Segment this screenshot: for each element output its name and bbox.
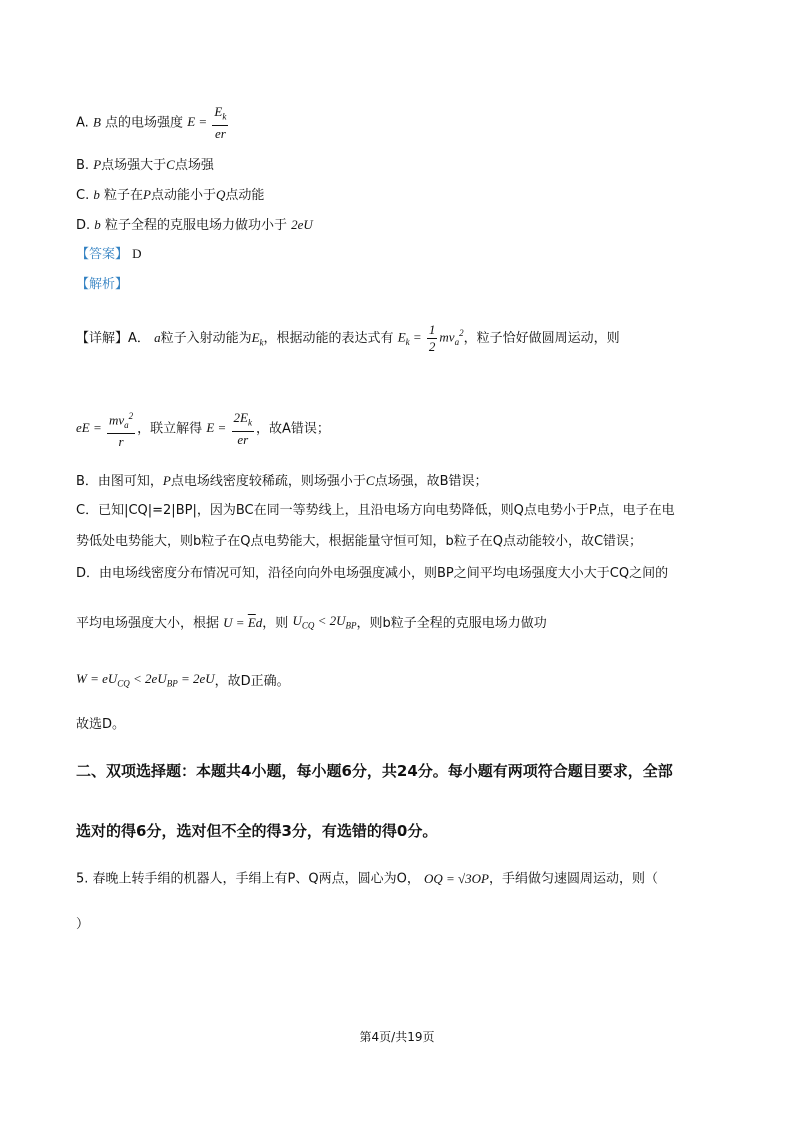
answer-label: 【答案】 (76, 247, 129, 262)
option-b-text2: 点场强 (174, 158, 214, 173)
detail-b-p: P (162, 473, 171, 488)
option-c-text3: 点动能 (225, 188, 265, 203)
question-5-t1: 5. 春晚上转手绢的机器人，手绢上有P、Q两点，圆心为O， (76, 871, 420, 887)
option-c-b: b (93, 187, 100, 202)
detail-a-t2: ，根据动能的表达式有 (263, 331, 394, 346)
option-d (76, 216, 313, 235)
option-a-text: 点的电场强度 (105, 115, 184, 131)
option-a-prefix: A. (76, 115, 89, 131)
detail-a-line (76, 322, 620, 355)
option-a (76, 104, 230, 142)
option-d-value: 2eU (291, 217, 313, 232)
analysis-label-text: 【解析】 (76, 277, 129, 292)
detail-b-line (76, 472, 487, 491)
analysis-label (76, 276, 128, 294)
oq-formula: OQ = √3OP (423, 871, 489, 886)
detail-c-line1: C．已知|CQ|=2|BP|，因为BC在同一等势线上，且沿电场方向电势降低，则Q点电势小于P点，电子在电 (76, 503, 675, 518)
detail-a-a: a (154, 330, 161, 345)
detail-b-t1: 点电场线密度较稀疏，则场强小于 (170, 474, 366, 489)
detail-c-line2: 势低处电势能大，则b粒子在Q点电势能大，根据能量守恒可知，b粒子在Q点动能较小，故C错误； (76, 534, 643, 549)
work-formula: $W = eU_{CQ} < 2eU_{BP} = 2eU$ (76, 671, 215, 689)
detail-d2-t2: ，则 (262, 615, 289, 631)
detail-d3-t1: ，故D正确。 (214, 673, 290, 689)
option-c-text1: 粒子在 (104, 188, 144, 203)
detail-a-ek: $E_k$ (251, 330, 264, 348)
option-c (76, 186, 264, 205)
option-d-b: b (94, 217, 101, 232)
option-b-c: C (166, 157, 175, 172)
detail-b-prefix: B．由图可知， (76, 474, 163, 489)
option-b-p: P (93, 157, 102, 172)
detail-a-prefix: A． (128, 331, 150, 346)
detail-label: 【详解】 (76, 331, 129, 346)
option-c-p: P (143, 187, 151, 202)
voltage-inequality: $U_{CQ} < 2U_{BP}$ (292, 613, 357, 631)
detail-a-line2 (76, 408, 330, 450)
option-b-prefix: B. (76, 158, 90, 173)
answer-line (76, 245, 142, 264)
detail-a-t1: 粒子入射动能为 (160, 331, 252, 346)
detail-a2-t1: ，联立解得 (137, 421, 203, 437)
option-b-text1: 点场强大于 (101, 158, 167, 173)
kinetic-energy-formula: $E_k$ = $\frac{1}{2}$ $mv_a^2$ (397, 322, 464, 354)
detail-d-line3 (76, 670, 290, 693)
section-heading-line2: 选对的得6分，选对但不全的得3分，有选错的得0分。 (76, 822, 438, 840)
option-a-formula: E = $\frac{E_k}{er}$ (187, 104, 227, 141)
detail-b-t2: 点场强，故B错误； (374, 474, 488, 489)
option-b (76, 156, 214, 175)
detail-d-line1: D．由电场线密度分布情况可知，沿径向向外电场强度减小，则BP之间平均电场强度大小大于CQ之间的 (76, 566, 669, 581)
detail-a-t3: ，粒子恰好做圆周运动，则 (463, 331, 620, 346)
option-d-text: 粒子全程的克服电场力做功小于 (104, 218, 287, 233)
answer-value: D (132, 246, 142, 261)
detail-d2-t3: ，则b粒子全程的克服电场力做功 (356, 615, 547, 631)
page-footer: 第4页/共19页 (359, 1030, 435, 1044)
option-a-point: B (92, 114, 101, 130)
result-formula: E = $\frac{2E_k}{er}$ (206, 410, 252, 447)
question-5-t2: ，手绢做匀速圆周运动，则（ (489, 871, 659, 887)
detail-b-c: C (365, 473, 375, 488)
force-formula: eE = $\frac{mv_a^2}{r}$ (76, 408, 137, 450)
voltage-formula: $U = \overline{E}d$ (223, 615, 263, 631)
detail-d-line2 (76, 612, 547, 635)
detail-d2-t1: 平均电场强度大小，根据 (76, 615, 220, 631)
option-c-q: Q (215, 187, 226, 202)
question-5-line1 (76, 870, 658, 889)
detail-a2-t2: ，故A错误； (255, 421, 330, 437)
option-d-prefix: D. (76, 218, 91, 233)
section-heading-line1: 二、双项选择题：本题共4小题，每小题6分，共24分。每小题有两项符合题目要求，全部 (76, 762, 673, 780)
question-5-line2: ） (76, 917, 90, 932)
conclusion: 故选D。 (76, 717, 126, 732)
option-c-text2: 点动能小于 (150, 188, 216, 203)
option-c-prefix: C. (76, 188, 90, 203)
